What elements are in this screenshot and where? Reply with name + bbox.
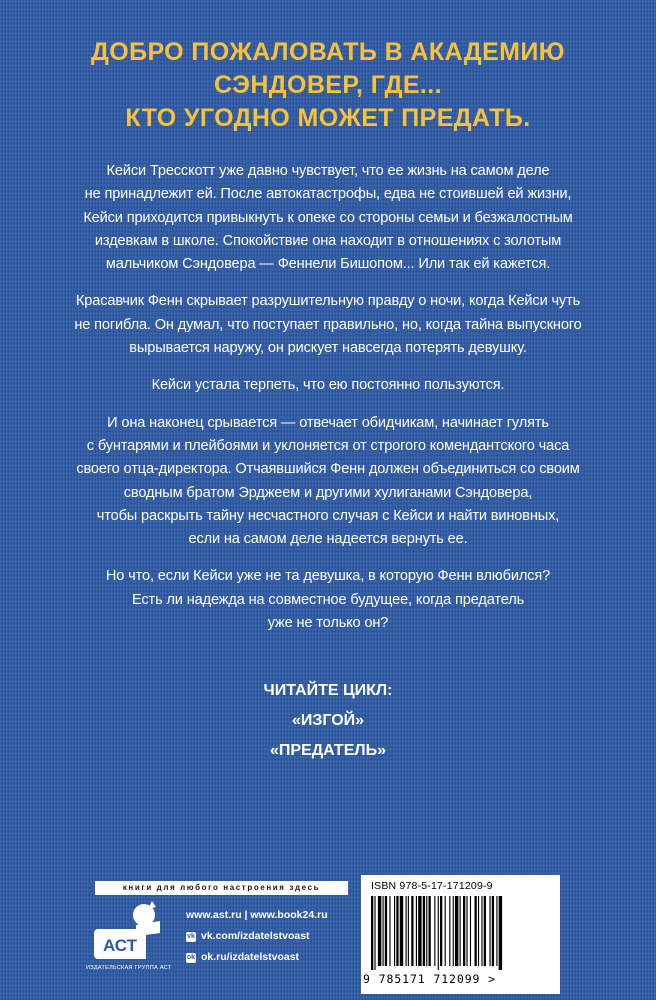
blurb [40, 146, 616, 649]
text-line: вырывается наружу, он рискует навсегда потерять девушку. [129, 340, 527, 357]
ok-icon: ok [186, 953, 196, 961]
text-line: не принадлежит ей. После автокатастрофы, едва не стоившей ей жизни, [84, 186, 572, 203]
text-line: чтобы раскрыть тайну несчастного случая с Кейси и найти виновных, [96, 507, 560, 524]
barcode-digits: 9 785171 712099 > [363, 972, 497, 986]
text-line: не погибла. Он думал, что поступает правильно, но, когда тайна выпускного [74, 316, 582, 333]
logo-text: АСТ [102, 936, 138, 955]
barcode-icon [367, 896, 553, 970]
headline-line-3: КТО УГОДНО МОЖЕТ ПРЕДАТЬ. [125, 104, 531, 132]
series-book-2: «ПРЕДАТЕЛЬ» [270, 742, 386, 759]
publisher-links [186, 905, 328, 968]
publisher-logo [86, 899, 170, 977]
text-line: сводным братом Эрджеем и другими хулиганами Сэндовера, [123, 484, 533, 501]
text-line: И она наконец срывается — отвечает обидчикам, начинает гулять [107, 414, 549, 431]
text-line: если на самом деле надеется вернуть ее. [188, 531, 468, 548]
publisher-tagline: книги для любого настроения здесь [95, 881, 348, 895]
text-line: Красавчик Фенн скрывает разрушительную правду о ночи, когда Кейси чуть [75, 293, 581, 310]
text-line: Кейси приходится привыкнуть к опеке со стороны семьи и безжалостным [83, 209, 573, 226]
headline-line-1: ДОБРО ПОЖАЛОВАТЬ В АКАДЕМИЮ [91, 38, 565, 66]
series-heading: ЧИТАЙТЕ ЦИКЛ: [263, 682, 393, 699]
text-line: Но что, если Кейси уже не та девушка, в которую Фенн влюбился? [105, 568, 551, 585]
series-book-1: «ИЗГОЙ» [291, 712, 365, 729]
barcode-box [361, 875, 560, 994]
headline-line-2: СЭНДОВЕР, ГДЕ... [214, 71, 442, 99]
headline [0, 36, 656, 135]
ast-logo-icon [86, 899, 170, 965]
ok-link[interactable] [186, 947, 328, 968]
text-line: Кейси Тресскотт уже давно чувствует, что ее жизнь на самом деле [106, 163, 550, 179]
text-line: уже не только он? [267, 615, 389, 632]
text-line: с бунтарями и плейбоями и уклоняется от строгого комендантского часа [86, 437, 570, 454]
website-links[interactable]: www.ast.ru | www.book24.ru [186, 909, 328, 921]
text-line: своего отца-директора. Отчаявшийся Фенн должен объединиться со своим [76, 461, 580, 478]
vk-link-text: vk.com/izdatelstvoast [201, 930, 310, 942]
ok-link-text: ok.ru/izdatelstvoast [201, 951, 300, 963]
isbn-label: ISBN 978-5-17-171209-9 [371, 880, 493, 892]
text-line: издевкам в школе. Спокойствие она находит в отношениях с золотым [94, 232, 562, 249]
vk-link[interactable] [186, 926, 328, 947]
text-line: Кейси устала терпеть, что ею постоянно пользуются. [151, 377, 505, 394]
vk-icon: vk [187, 932, 195, 940]
logo-caption: ИЗДАТЕЛЬСКАЯ ГРУППА АСТ [86, 965, 172, 971]
series-block [0, 676, 656, 766]
text-line: Есть ли надежда на совместное будущее, когда предатель [131, 591, 525, 608]
text-line: мальчиком Сэндовера — Феннели Бишопом... Или так ей кажется. [105, 256, 551, 273]
